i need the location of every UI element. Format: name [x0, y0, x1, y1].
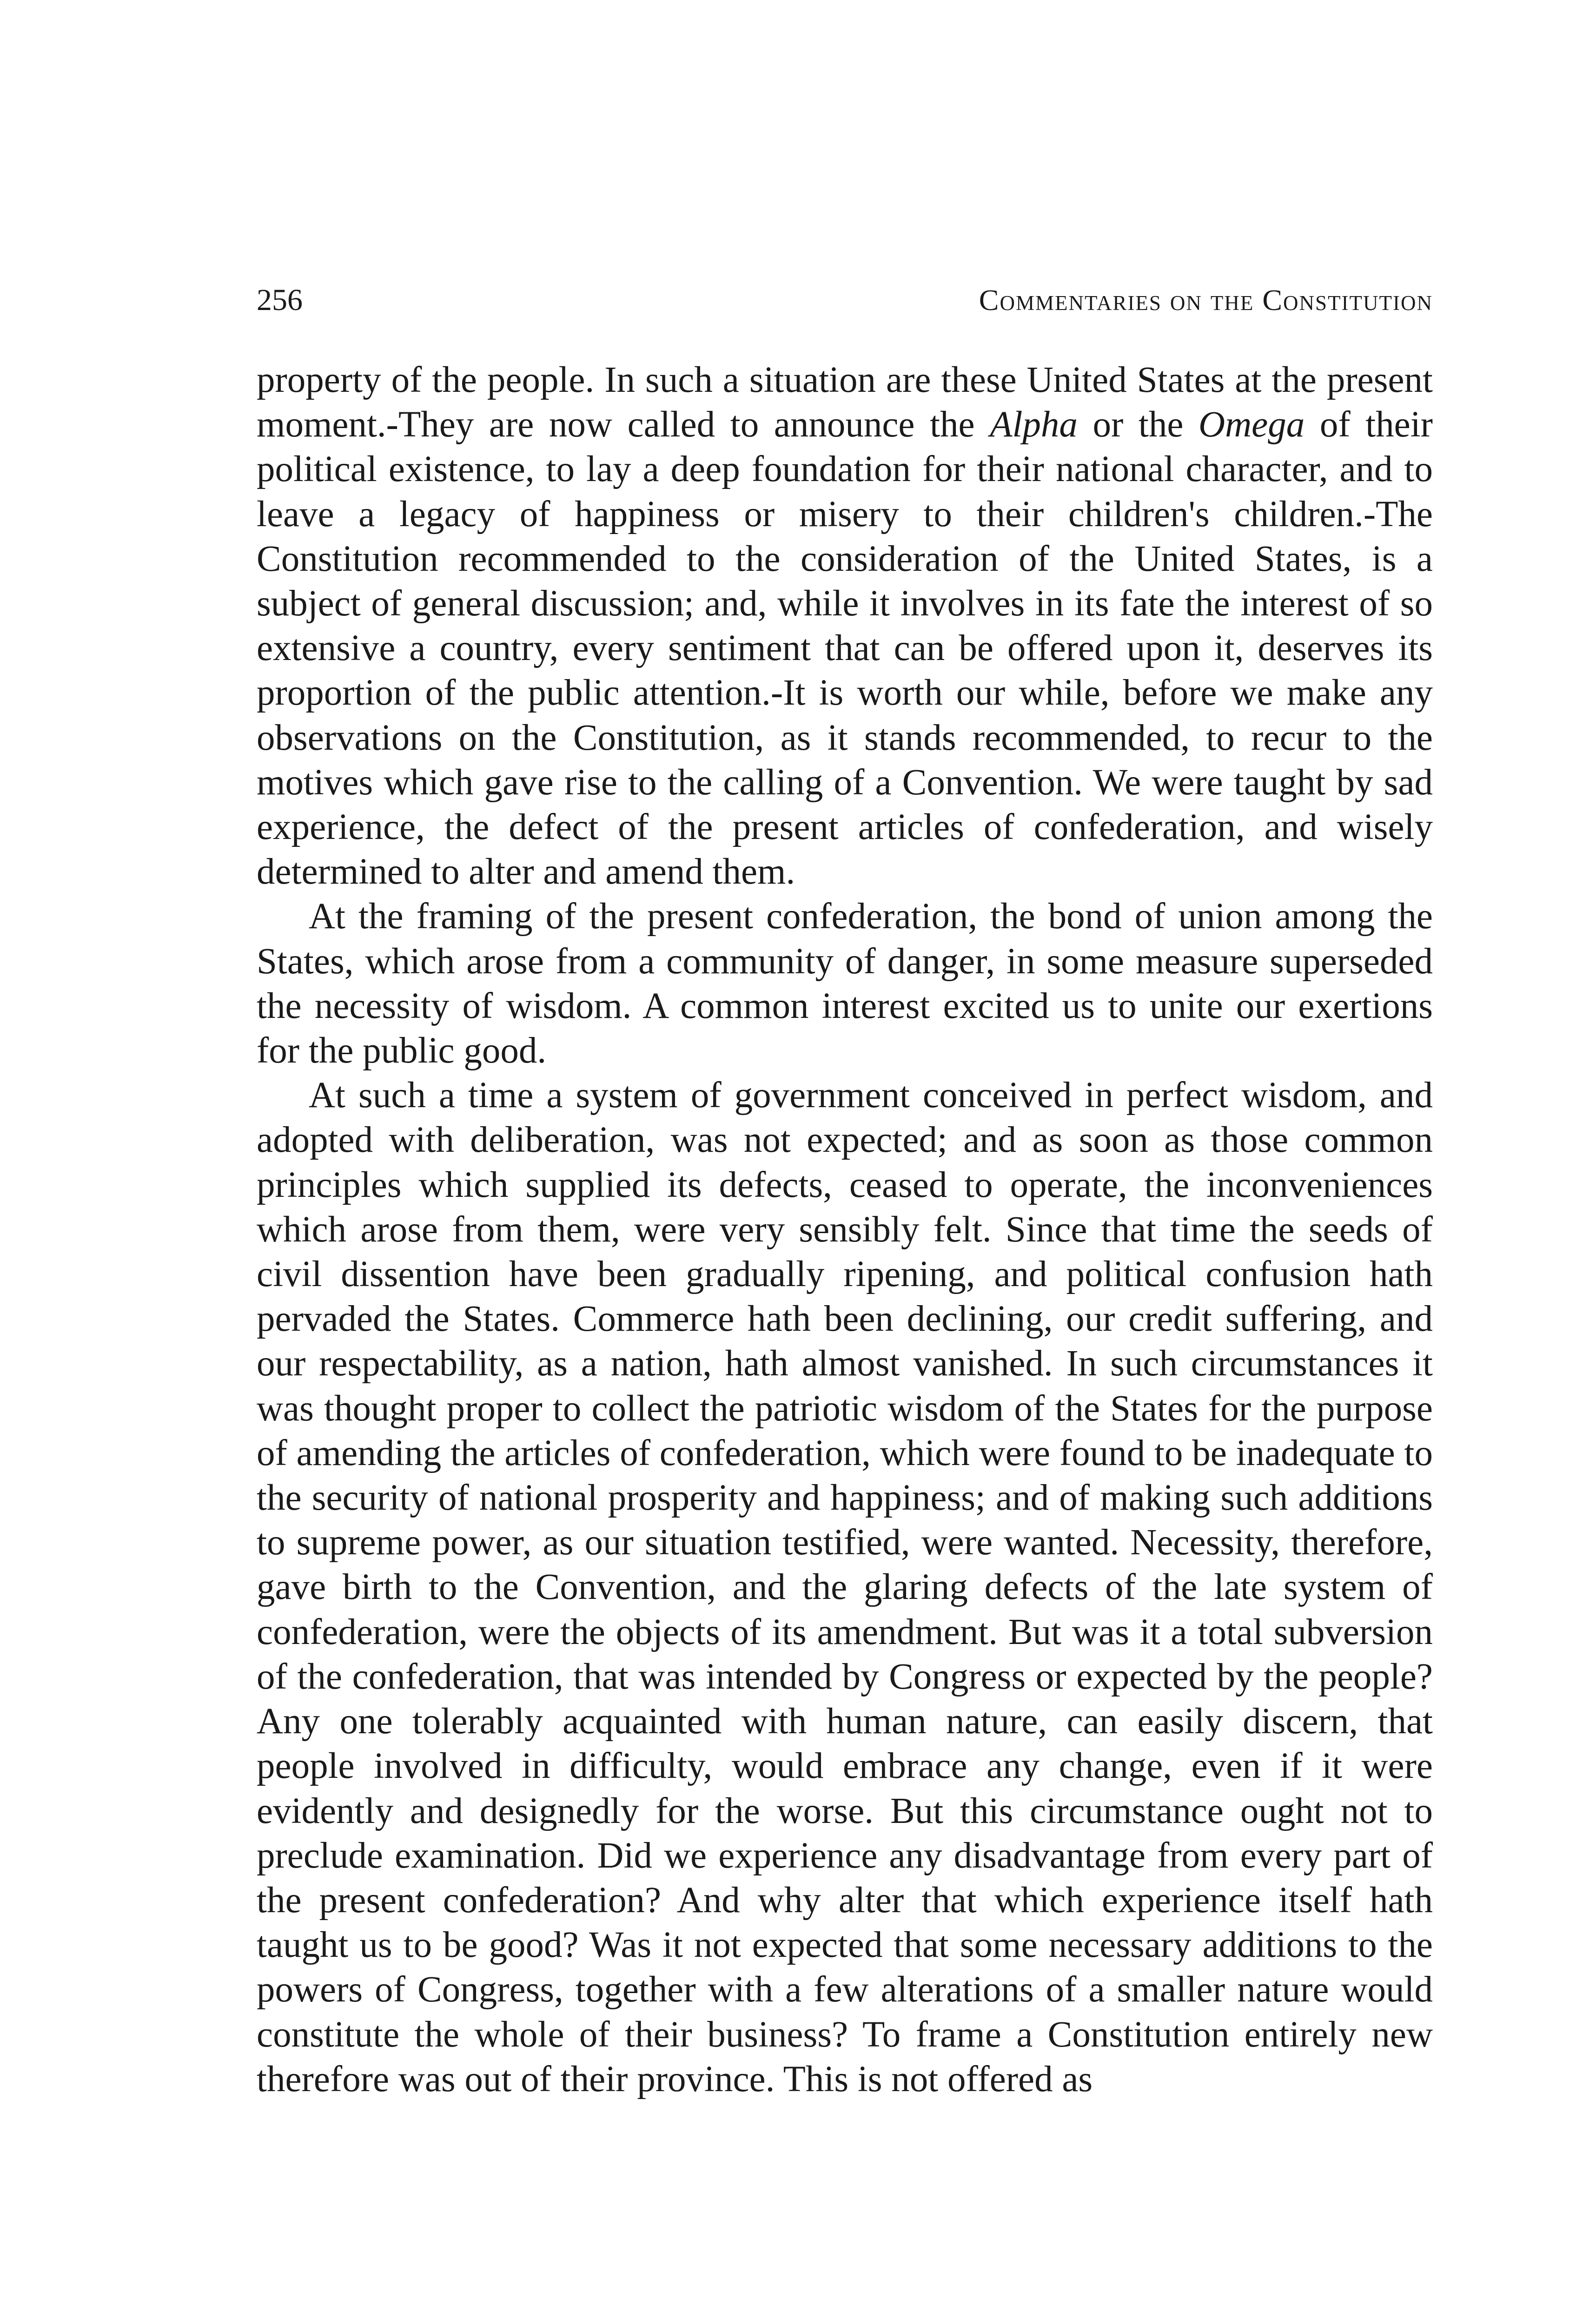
running-head [257, 277, 1433, 324]
paragraph-text: At such a time a system of government conceived in perfect wisdom, and adopted with deliberation, was not expected; and as soon as those common principles which supplied its defects, ceased to operate, the inconveniences which arose from them, were very sensibly felt. Since that time the seeds of civil dissention have been gradually ripening, and political confusion hath pervaded the States. Commerce hath been declining, our credit suffering, and our respectability, as a nation, hath almost vanished. In such circumstances it was thought proper to collect the patriotic wisdom of the States for the purpose of amending the articles of confederation, which were found to be inadequate to the security of national prosperity and happiness; and of making such additions to supreme power, as our situation testified, were wanted. Necessity, therefore, gave birth to the Convention, and the glaring defects of the late system of confederation, were the objects of its amendment. But was it a total subversion of the confederation, that was intended by Congress or expected by the people? Any one tolerably acquainted with human nature, can easily discern, that people involved in difficulty, would embrace any change, even if it were evidently and designedly for the worse. But this circumstance ought not to preclude examination. Did we experience any disadvantage from every part of the present confederation? And why alter that which experience itself hath taught us to be good? Was it not expected that some necessary additions to the powers of Congress, together with a few alterations of a smaller nature would constitute the whole of their business? To frame a Constitution entirely new therefore was out of their province. This is not offered as [257, 1075, 1433, 2100]
italic-text: Alpha [990, 404, 1078, 445]
paragraph [257, 358, 1433, 894]
running-title: Commentaries on the Constitution [979, 284, 1433, 317]
paragraph-text: of their political existence, to lay a deep foundation for their national character, and to leave a legacy of happiness or misery to their children's children.-The Constitution recommended to the consideration of the United States, is a subject of general discussion; and, while it involves in its fate the interest of so extensive a country, every sentiment that can be offered upon it, deserves its proportion of the public attention.-It is worth our while, before we make any observations on the Constitution, as it stands recommended, to recur to the motives which gave rise to the calling of a Convention. We were taught by sad experience, the defect of the present articles of confederation, and wisely determined to alter and amend them. [257, 404, 1433, 892]
paragraph-text: At the framing of the present confederation, the bond of union among the States, which arose from a community of danger, in some measure superseded the necessity of wisdom. A common interest excited us to unite our exertions for the public good. [257, 896, 1433, 1071]
italic-text: Omega [1199, 404, 1305, 445]
paragraph-text: or the [1077, 404, 1199, 445]
page-number: 256 [257, 283, 303, 317]
paragraph-text: property of the people. In such a situation are these United States at the present moment.-They are now called to announce the [257, 360, 1433, 445]
paragraph [257, 1073, 1433, 2102]
paragraph [257, 894, 1433, 1073]
body-text [257, 358, 1433, 2102]
